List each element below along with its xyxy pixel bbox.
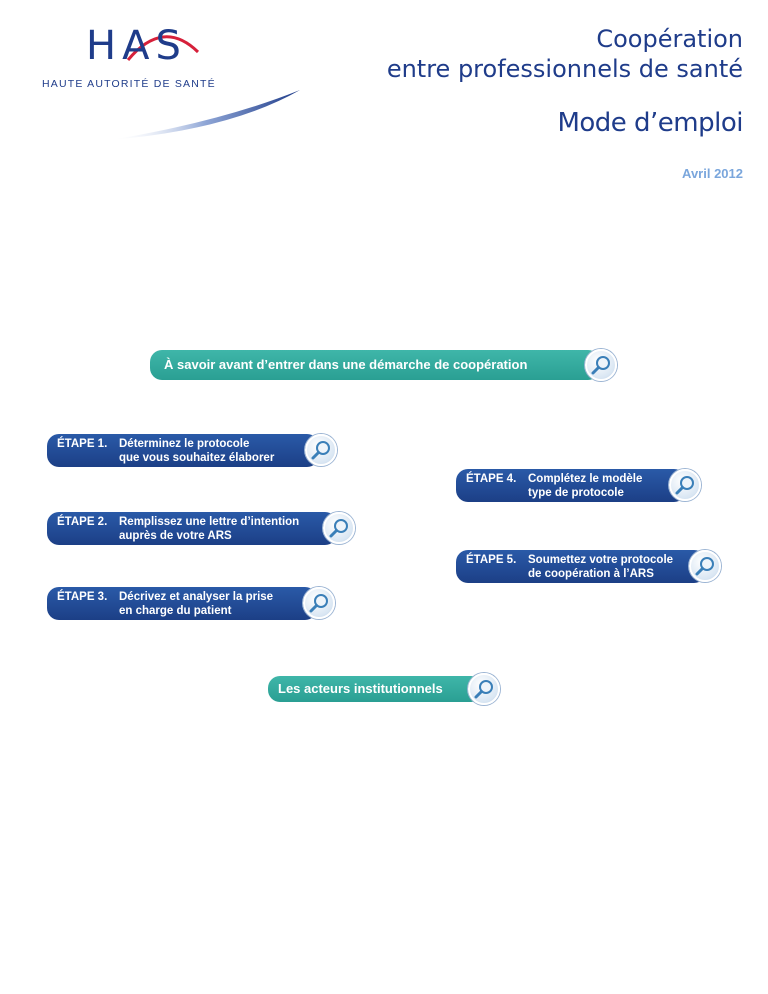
- title-line-2: entre professionnels de santé: [386, 55, 743, 83]
- step-text-line-2: que vous souhaitez élaborer: [119, 452, 275, 464]
- step-text-line-1: Soumettez votre protocole: [528, 554, 674, 566]
- step-number: ÉTAPE 2.: [57, 516, 108, 528]
- document-title: [387, 24, 743, 84]
- step-1-button[interactable]: [47, 434, 319, 467]
- step-text-line-2: auprès de votre ARS: [119, 530, 232, 542]
- magnifier-icon: [305, 434, 337, 466]
- step-text-line-1: Déterminez le protocole: [119, 438, 250, 450]
- logo-letters: HAS: [86, 23, 187, 69]
- step-text-line-1: Remplissez une lettre d’intention: [119, 516, 300, 528]
- magnifier-icon: [468, 673, 500, 705]
- step-number: ÉTAPE 1.: [57, 438, 108, 450]
- step-4-button[interactable]: [456, 469, 686, 502]
- step-2-button[interactable]: [47, 512, 337, 545]
- step-text-line-1: Décrivez et analyser la prise: [119, 591, 274, 603]
- title-line-1: Coopération: [596, 25, 743, 53]
- publication-date: Avril 2012: [682, 166, 743, 181]
- actors-link-button[interactable]: [268, 676, 483, 702]
- magnifier-icon: [585, 349, 617, 381]
- magnifier-icon: [303, 587, 335, 619]
- intro-link-button[interactable]: [150, 350, 600, 380]
- step-number: ÉTAPE 3.: [57, 591, 108, 603]
- document-subtitle: Mode d’emploi: [557, 108, 743, 138]
- step-number: ÉTAPE 5.: [466, 554, 517, 566]
- step-3-button[interactable]: [47, 587, 317, 620]
- step-text-line-2: de coopération à l’ARS: [528, 568, 654, 580]
- magnifier-icon: [323, 512, 355, 544]
- step-number: ÉTAPE 4.: [466, 473, 517, 485]
- has-logo: [40, 22, 305, 142]
- logo-swoosh-icon: [40, 82, 305, 142]
- step-text-line-1: Complétez le modèle: [528, 473, 643, 485]
- intro-link-label: À savoir avant d’entrer dans une démarche de coopération: [164, 357, 528, 372]
- step-text-line-2: type de protocole: [528, 487, 624, 499]
- logo-subtitle: HAUTE AUTORITÉ DE SANTÉ: [42, 78, 216, 90]
- step-text-line-2: en charge du patient: [119, 605, 232, 617]
- actors-link-label: Les acteurs institutionnels: [278, 681, 443, 696]
- step-5-button[interactable]: [456, 550, 706, 583]
- magnifier-icon: [669, 469, 701, 501]
- magnifier-icon: [689, 550, 721, 582]
